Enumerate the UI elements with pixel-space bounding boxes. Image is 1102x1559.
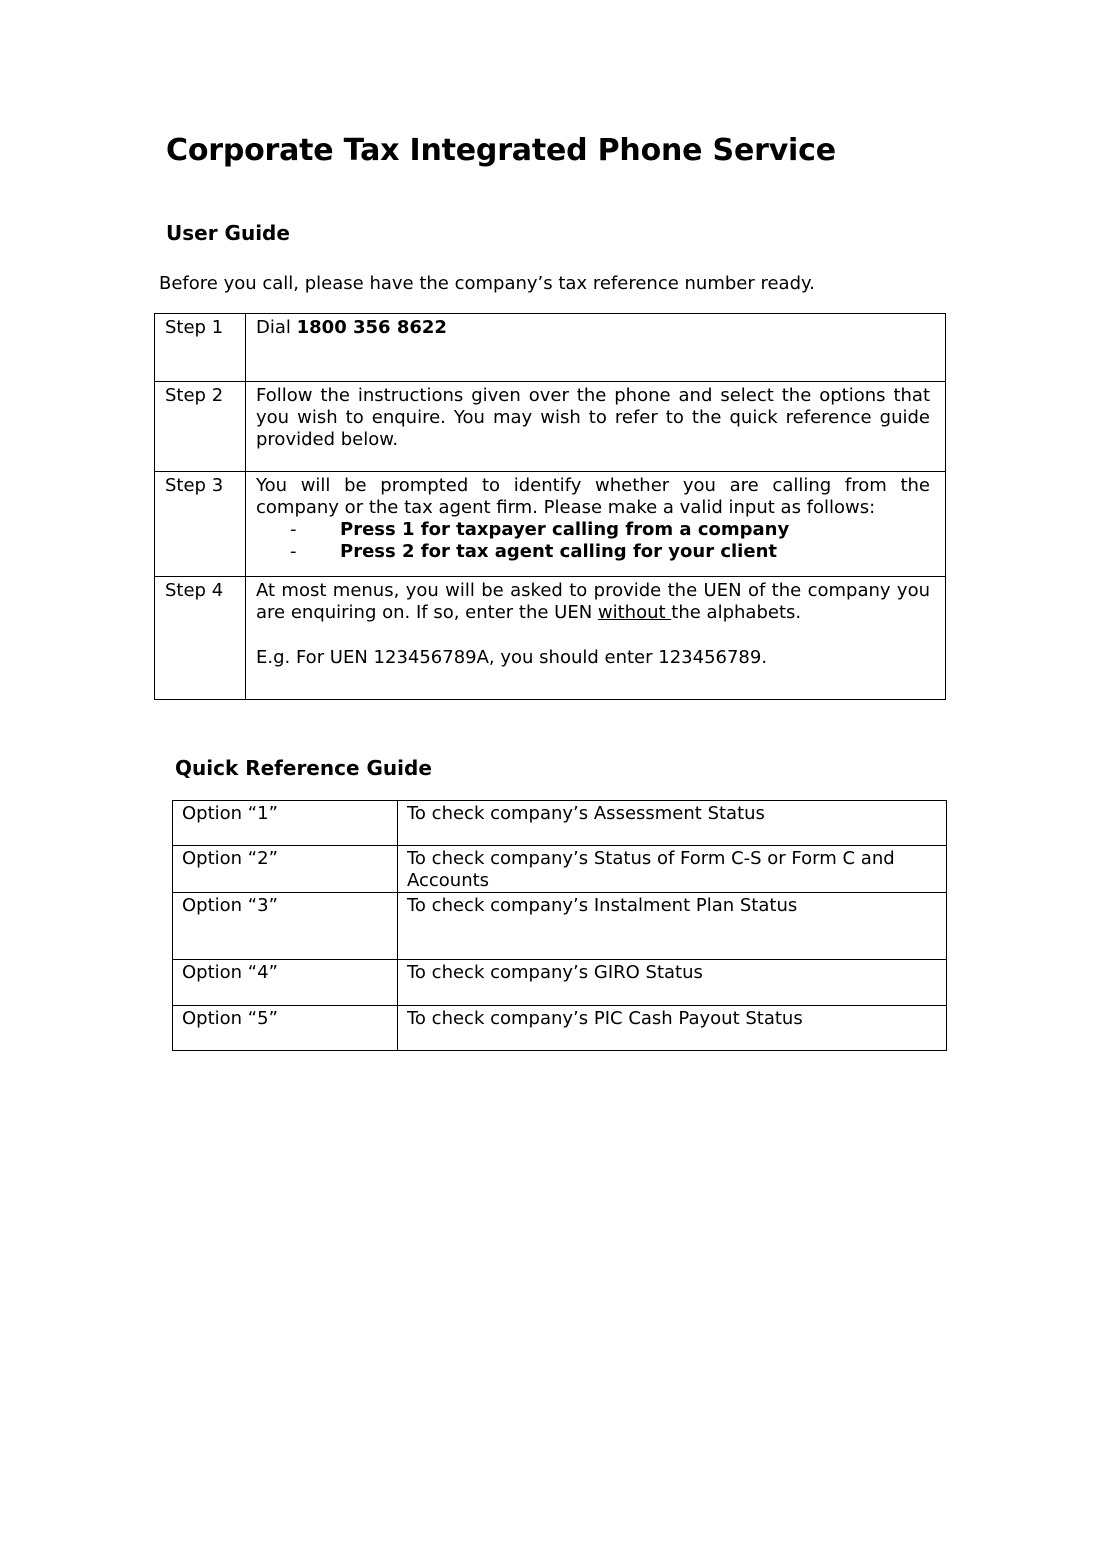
step-text: You will be prompted to identify whether you are calling from the company or the tax agent firm. Please make a valid input as follows: (256, 475, 930, 518)
description-cell: To check company’s Status of Form C-S or Form C and Accounts (398, 846, 947, 893)
bullet-marker: - (290, 519, 297, 540)
steps-table (154, 313, 946, 700)
list-item (256, 519, 930, 541)
bullet-marker: - (290, 541, 297, 562)
table-row (173, 893, 947, 960)
description-cell: To check company’s PIC Cash Payout Status (398, 1006, 947, 1051)
page-title: Corporate Tax Integrated Phone Service (166, 133, 836, 168)
description-cell: To check company’s GIRO Status (398, 960, 947, 1006)
table-row (155, 382, 946, 472)
description-cell: To check company’s Instalment Plan Status (398, 893, 947, 960)
bullet-text: Press 2 for tax agent calling for your client (340, 541, 777, 562)
option-cell: Option “4” (173, 960, 398, 1006)
table-row (173, 846, 947, 893)
table-row (173, 1006, 947, 1051)
step-text: At most menus, you will be asked to provide the UEN of the company you are enquiring on. If so, enter the UEN without the alphabets. (256, 580, 930, 623)
option-cell: Option “3” (173, 893, 398, 960)
step-label: Step 1 (155, 314, 246, 382)
user-guide-heading: User Guide (166, 221, 290, 245)
step-content (246, 314, 946, 382)
dial-prefix: Dial (256, 317, 297, 338)
table-row (173, 960, 947, 1006)
option-cell: Option “1” (173, 801, 398, 846)
description-cell: To check company’s Assessment Status (398, 801, 947, 846)
bullet-text: Press 1 for taxpayer calling from a company (340, 519, 790, 540)
step-label: Step 2 (155, 382, 246, 472)
table-row (173, 801, 947, 846)
step-content: Follow the instructions given over the phone and select the options that you wish to enquire. You may wish to refer to the quick reference guide provided below. (246, 382, 946, 472)
table-row (155, 314, 946, 382)
phone-number: 1800 356 8622 (296, 317, 447, 338)
quick-reference-table (172, 800, 947, 1051)
list-item (256, 541, 930, 563)
step-content (246, 472, 946, 577)
emphasis-text: without (597, 602, 672, 623)
example-text: E.g. For UEN 123456789A, you should enter 123456789. (256, 647, 768, 668)
option-cell: Option “5” (173, 1006, 398, 1051)
intro-text: Before you call, please have the company’s tax reference number ready. (159, 273, 815, 294)
table-row (155, 472, 946, 577)
step-label: Step 3 (155, 472, 246, 577)
step-content (246, 577, 946, 700)
step-label: Step 4 (155, 577, 246, 700)
option-cell: Option “2” (173, 846, 398, 893)
table-row (155, 577, 946, 700)
quick-reference-heading: Quick Reference Guide (175, 756, 432, 780)
